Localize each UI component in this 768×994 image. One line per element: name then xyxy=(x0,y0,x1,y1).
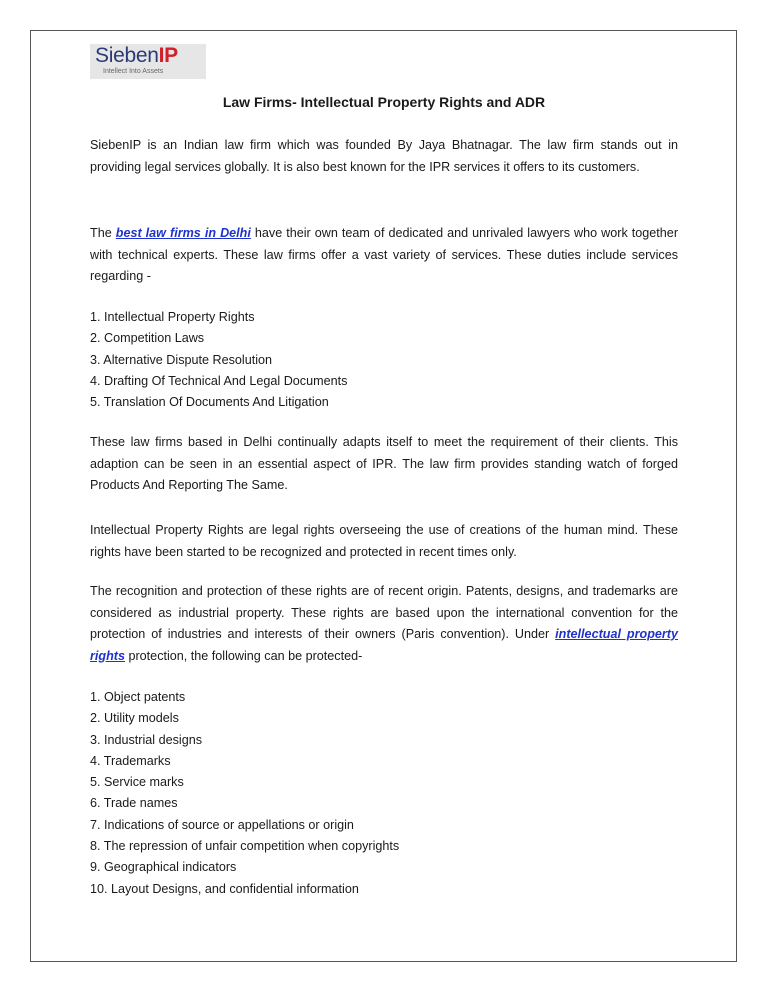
services-list xyxy=(90,307,347,413)
list-item: 3. Alternative Dispute Resolution xyxy=(90,352,273,367)
protected-items-list xyxy=(90,687,399,900)
sieben-ip-logo xyxy=(90,44,206,79)
intellectual-property-rights-link[interactable]: intellectual property rights xyxy=(90,627,678,663)
paragraph-adapt: These law firms based in Delhi continually adapts itself to meet the requirement of their clients. This adaption can be seen in an essential aspect of IPR. The law firm provides standing watch of forged Products And Reporting The Same. xyxy=(90,435,678,493)
best-law-firms-link[interactable]: best law firms in Delhi xyxy=(115,226,251,240)
list-item: 9. Geographical indicators xyxy=(90,860,237,875)
logo-name: SiebenIP xyxy=(95,44,178,67)
list-item: 8. The repression of unfair competition when copyrights xyxy=(90,839,400,854)
paragraph-ipr-definition: Intellectual Property Rights are legal rights overseeing the use of creations of the human mind. These rights have been started to be recognized and protected in recent times only. xyxy=(90,523,678,559)
list-item: 5. Translation Of Documents And Litigation xyxy=(90,395,329,410)
list-item: 2. Competition Laws xyxy=(90,331,205,346)
list-item: 5. Service marks xyxy=(90,775,184,790)
document-title: Law Firms- Intellectual Property Rights and ADR xyxy=(222,94,546,110)
list-item: 1. Object patents xyxy=(90,690,186,704)
list-item: 4. Drafting Of Technical And Legal Documents xyxy=(90,373,348,388)
list-item: 4. Trademarks xyxy=(90,753,171,768)
list-item: 10. Layout Designs, and confidential information xyxy=(90,881,359,896)
list-item: 6. Trade names xyxy=(90,796,178,811)
paragraph-intro: SiebenIP is an Indian law firm which was founded By Jaya Bhatnagar. The law firm stands out in providing legal services globally. It is also best known for the IPR services it offers to its customers. xyxy=(90,138,678,174)
list-item: 7. Indications of source or appellations or origin xyxy=(90,817,354,832)
list-item: 3. Industrial designs xyxy=(90,732,203,747)
paragraph-services: The best law firms in Delhi have their own team of dedicated and unrivaled lawyers who work together with technical experts. These law firms offer a vast variety of services. These duties include services regarding - xyxy=(90,226,679,284)
logo-tagline: Intellect Into Assets xyxy=(103,68,164,75)
list-item: 2. Utility models xyxy=(90,711,179,726)
paragraph-recognition: The recognition and protection of these rights are of recent origin. Patents, designs, and trademarks are considered as industrial property. These rights are based upon the international convention for the protection of industries and interests of their owners (Paris convention). Under intellectual property rights protection, the following can be protected- xyxy=(90,584,678,663)
list-item: 1. Intellectual Property Rights xyxy=(90,310,255,324)
